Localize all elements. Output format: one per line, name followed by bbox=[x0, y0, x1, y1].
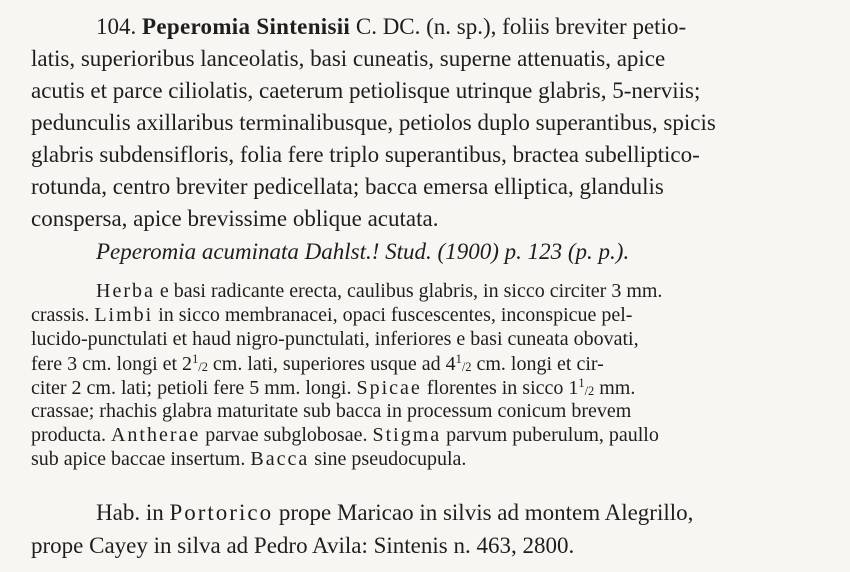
synonym-line: Peperomia acuminata Dahlst.! Stud. (1900) p. 123 (p. p.). bbox=[96, 239, 630, 264]
diagnosis-line-4: pedunculis axillaribus terminalibusque, petiolos duplo superantibus, spicis bbox=[31, 110, 716, 135]
description-line-6: crassae; rhachis glabra maturitate sub bacca in processum conicum brevem bbox=[31, 400, 632, 422]
species-name: Peperomia Sintenisii bbox=[142, 14, 351, 39]
diagnosis-line-1 bbox=[96, 14, 686, 40]
diagnosis-line-2: latis, superioribus lanceolatis, basi cuneatis, superne attenuatis, apice bbox=[31, 46, 666, 71]
habitat-line-1: Hab. in Portorico prope Maricao in silvis ad montem Alegrillo, bbox=[96, 500, 694, 525]
diagnosis-line-5: glabris subdensifloris, folia fere triplo superantibus, bractea subelliptico- bbox=[31, 142, 700, 167]
authority-text: C. DC. (n. sp.), foliis breviter petio- bbox=[350, 14, 687, 39]
entry-number: 104. bbox=[96, 14, 137, 39]
habitat-line-2: prope Cayey in silva ad Pedro Avila: Sintenis n. 463, 2800. bbox=[31, 533, 575, 558]
description-line-2: crassis. Limbi in sicco membranacei, opaci fuscescentes, inconspicue pel- bbox=[31, 304, 633, 326]
description-line-4: fere 3 cm. longi et $2^1_{/2}$ cm. lati, superiores usque ad $4^1_{/2}$ cm. longi et cir- bbox=[31, 352, 604, 375]
description-line-7: producta. Antherae parvae subglobosae. Stigma parvum puberulum, paullo bbox=[31, 424, 659, 446]
description-line-5: citer 2 cm. lati; petioli fere 5 mm. longi. Spicae florentes in sicco $1^1_{/2}$ mm. bbox=[31, 376, 636, 399]
description-line-3: lucido-punctulati et haud nigro-punctulati, inferiores e basi cuneata obovati, bbox=[31, 328, 639, 350]
description-line-1: Herba e basi radicante erecta, caulibus glabris, in sicco circiter 3 mm. bbox=[96, 280, 663, 302]
diagnosis-line-7: conspersa, apice brevissime oblique acutata. bbox=[31, 206, 439, 231]
diagnosis-line-3: acutis et parce ciliolatis, caeterum petiolisque utrinque glabris, 5-nerviis; bbox=[31, 78, 701, 103]
diagnosis-line-6: rotunda, centro breviter pedicellata; bacca emersa elliptica, glandulis bbox=[31, 174, 664, 199]
description-line-8: sub apice baccae insertum. Bacca sine pseudocupula. bbox=[31, 448, 467, 470]
